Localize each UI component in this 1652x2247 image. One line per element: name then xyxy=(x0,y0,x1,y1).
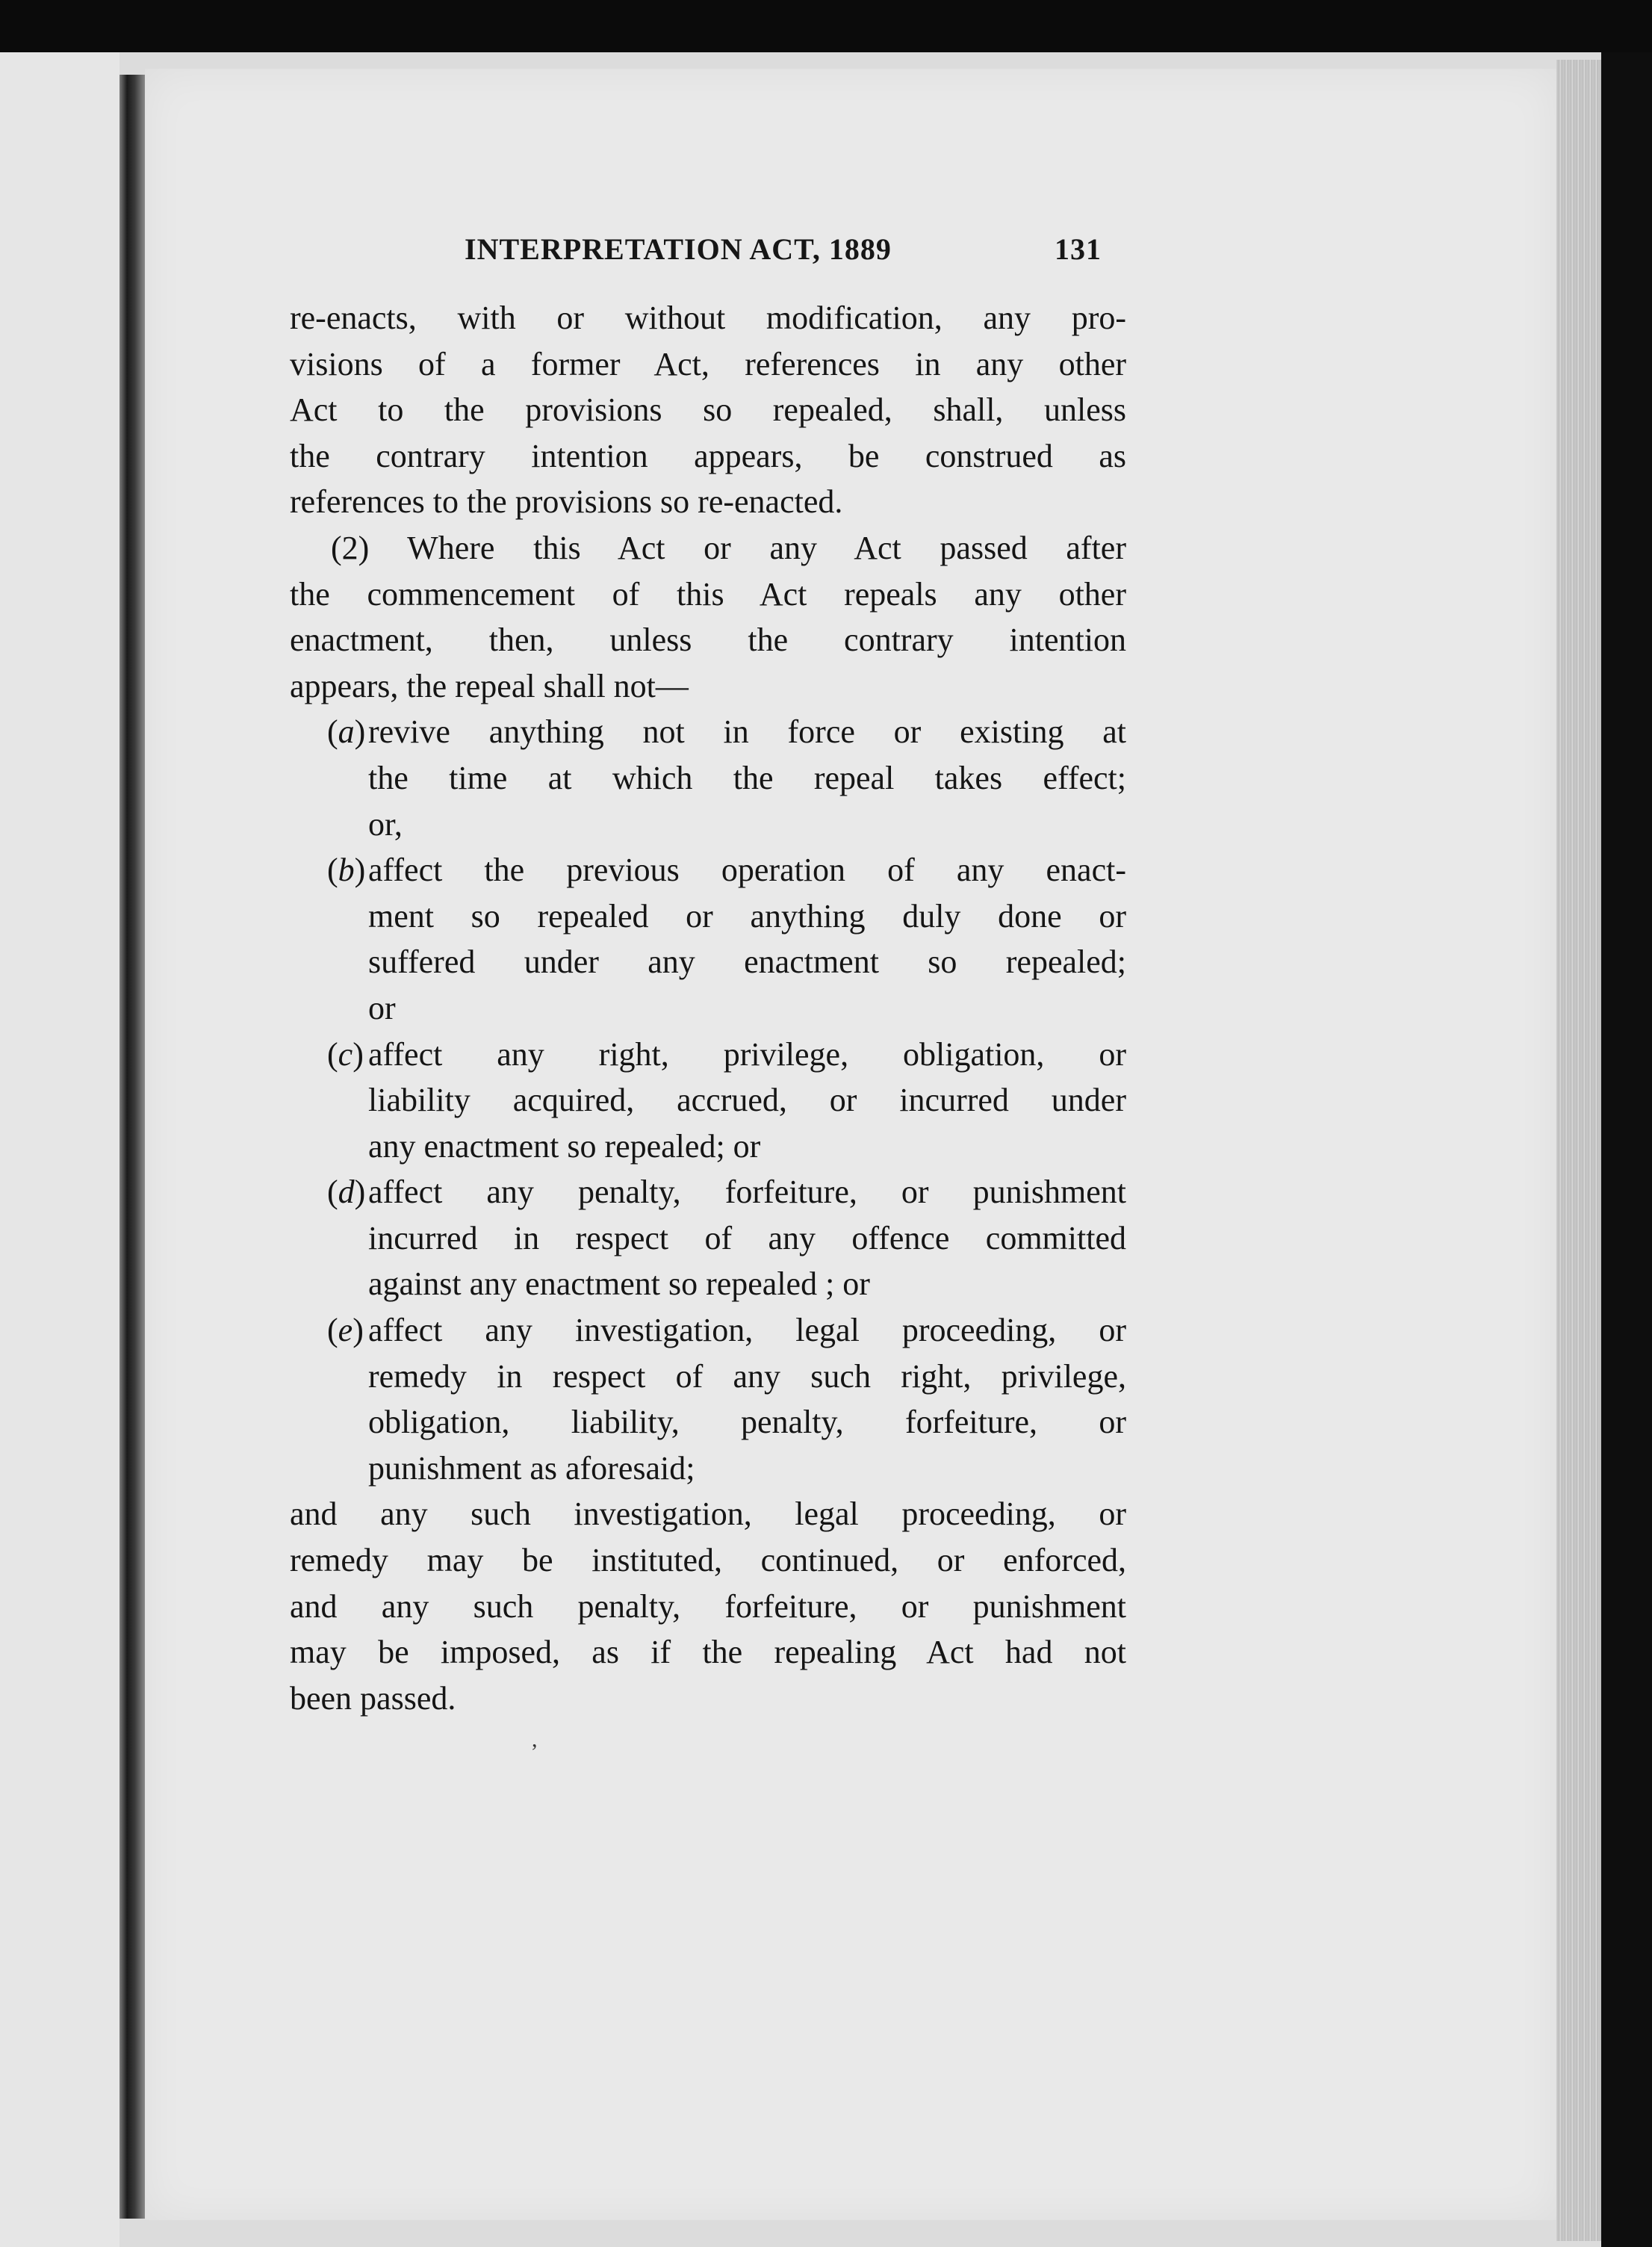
text-line: Act to the provisions so repealed, shall, unless xyxy=(290,391,1126,429)
text-line: incurred in respect of any offence committed xyxy=(368,1219,1126,1256)
text-line: affect any penalty, forfeiture, or punishment xyxy=(368,1174,1126,1211)
text-line: any enactment so repealed; or xyxy=(368,1127,761,1165)
text-line: against any enactment so repealed ; or xyxy=(368,1265,870,1303)
text-line: liability acquired, accrued, or incurred under xyxy=(368,1082,1126,1119)
text-line: remedy in respect of any such right, privilege, xyxy=(368,1357,1126,1395)
text-line: been passed. xyxy=(290,1679,456,1717)
text-line: obligation, liability, penalty, forfeiture, or xyxy=(368,1404,1126,1441)
running-title: INTERPRETATION ACT, 1889 xyxy=(465,232,892,266)
text-line: affect the previous operation of any enact- xyxy=(368,852,1126,889)
page-text xyxy=(290,295,1126,1721)
text-line: punishment as aforesaid; xyxy=(368,1449,695,1487)
text-line: revive anything not in force or existing at xyxy=(368,713,1126,751)
page-edges xyxy=(1556,60,1601,2241)
text-line: appears, the repeal shall not— xyxy=(290,667,689,704)
text-line: affect any right, privilege, obligation, or xyxy=(368,1035,1126,1073)
text-line: may be imposed, as if the repealing Act had not xyxy=(290,1634,1126,1671)
page-number: 131 xyxy=(1055,232,1102,266)
list-item xyxy=(290,1169,1126,1307)
text-line: the contrary intention appears, be construed as xyxy=(290,437,1126,474)
text-line: visions of a former Act, references in any other xyxy=(290,345,1126,382)
text-line: ment so repealed or anything duly done or xyxy=(368,897,1126,935)
text-line: (2) Where this Act or any Act passed after xyxy=(331,529,1126,566)
list-item xyxy=(290,1032,1126,1170)
list-item xyxy=(290,709,1126,847)
text-line: and any such penalty, forfeiture, or punishment xyxy=(290,1587,1126,1625)
list-item xyxy=(290,847,1126,1031)
ink-speck: , xyxy=(532,1727,538,1752)
text-line: or xyxy=(368,989,396,1026)
item-label: (e) xyxy=(327,1312,364,1349)
text-line: affect any investigation, legal proceeding, or xyxy=(368,1312,1126,1349)
text-line: re-enacts, with or without modification, any pro- xyxy=(290,300,1126,336)
list-item xyxy=(290,1307,1126,1491)
text-line: the commencement of this Act repeals any other xyxy=(290,575,1126,613)
text-line: or, xyxy=(368,805,403,843)
scan-right-border xyxy=(1601,52,1652,2247)
book-spine-shadow xyxy=(119,75,145,2219)
text-line: remedy may be instituted, continued, or enforced, xyxy=(290,1542,1126,1579)
text-line: and any such investigation, legal proceeding, or xyxy=(290,1496,1126,1533)
left-margin xyxy=(0,52,119,2247)
text-line: the time at which the repeal takes effect; xyxy=(368,759,1126,796)
item-label: (a) xyxy=(327,713,366,751)
text-line: suffered under any enactment so repealed; xyxy=(368,943,1126,981)
item-label: (d) xyxy=(327,1174,366,1211)
text-line: enactment, then, unless the contrary intention xyxy=(290,622,1126,659)
running-header xyxy=(465,232,1137,276)
text-line: references to the provisions so re-enacted. xyxy=(290,483,843,521)
item-label: (b) xyxy=(327,852,366,889)
item-label: (c) xyxy=(327,1035,364,1073)
